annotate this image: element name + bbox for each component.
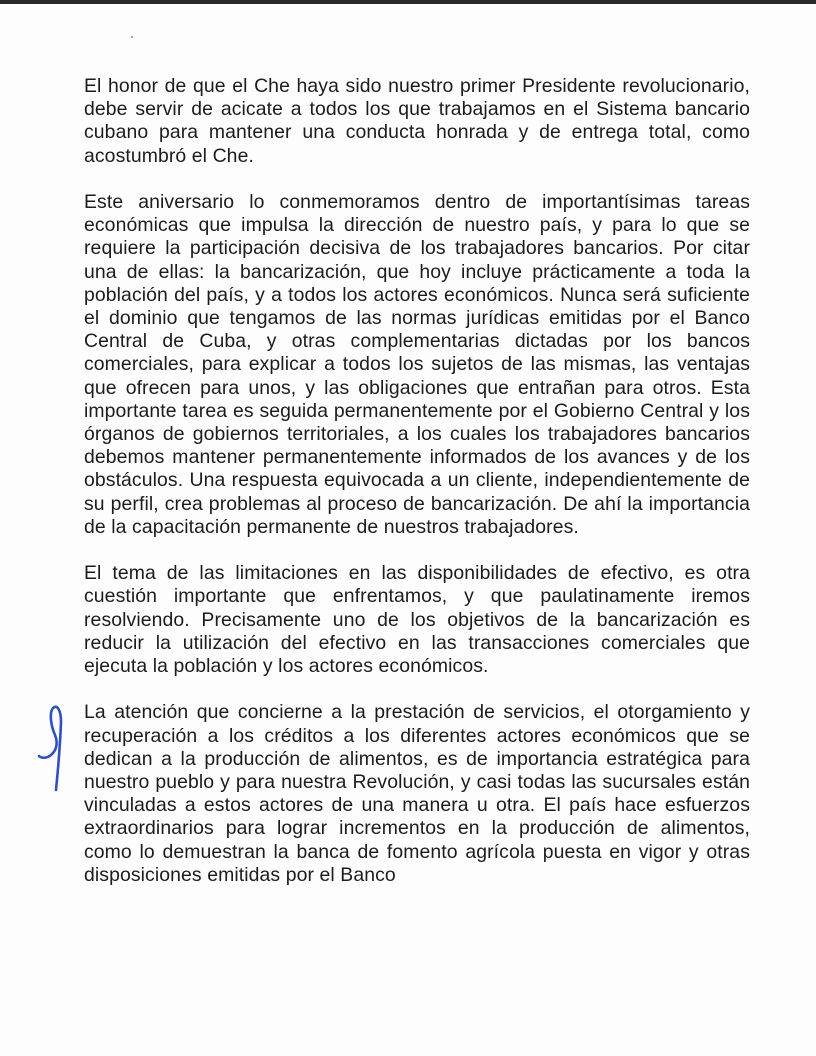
- document-body: [84, 75, 750, 887]
- paragraph-alimentos: La atención que concierne a la prestación de servicios, el otorgamiento y recuperación a los créditos a los diferentes actores económicos que se dedican a la producción de alimentos, es de importancia estratégica para nuestro pueblo y para nuestra Revolución, y casi todas las sucursales están vinculadas a estos actores de una manera u otra. El país hace esfuerzos extraordinarios para lograr incrementos en la producción de alimentos, como lo demuestran la banca de fomento agrícola puesta en vigor y otras disposiciones emitidas por el Banco: [84, 701, 750, 886]
- scan-top-edge: [0, 0, 816, 4]
- paragraph-che-honor: El honor de que el Che haya sido nuestro primer Presidente revolucionario, debe servir de acicate a todos los que trabajamos en el Sistema bancario cubano para mantener una conducta honrada y de entrega total, como acostumbró el Che.: [84, 75, 750, 167]
- paragraph-efectivo: El tema de las limitaciones en las disponibilidades de efectivo, es otra cuestión importante que enfrentamos, y que paulatinamente iremos resolviendo. Precisamente uno de los objetivos de la bancarización es reducir la utilización del efectivo en las transacciones comerciales que ejecuta la población y los actores económicos.: [84, 562, 750, 678]
- paragraph-bancarizacion: Este aniversario lo conmemoramos dentro de importantísimas tareas económicas que impulsa la dirección de nuestro país, y para lo que se requiere la participación decisiva de los trabajadores bancarios. Por citar una de ellas: la bancarización, que hoy incluye prácticamente a toda la población del país, y a todos los actores económicos. Nunca será suficiente el dominio que tengamos de las normas jurídicas emitidas por el Banco Central de Cuba, y otras complementarias dictadas por los bancos comerciales, para explicar a todos los sujetos de las mismas, las ventajas que ofrecen para unos, y las obligaciones que entrañan para otros. Esta importante tarea es seguida permanentemente por el Gobierno Central y los órganos de gobiernos territoriales, a los cuales los trabajadores bancarios debemos mantener permanentemente informados de los avances y de los obstáculos. Una respuesta equivocada a un cliente, independientemente de su perfil, crea problemas al proceso de bancarización. De ahí la importancia de la capacitación permanente de nuestros trabajadores.: [84, 191, 750, 538]
- handwritten-margin-mark: [34, 700, 74, 792]
- scan-speck: [131, 36, 133, 38]
